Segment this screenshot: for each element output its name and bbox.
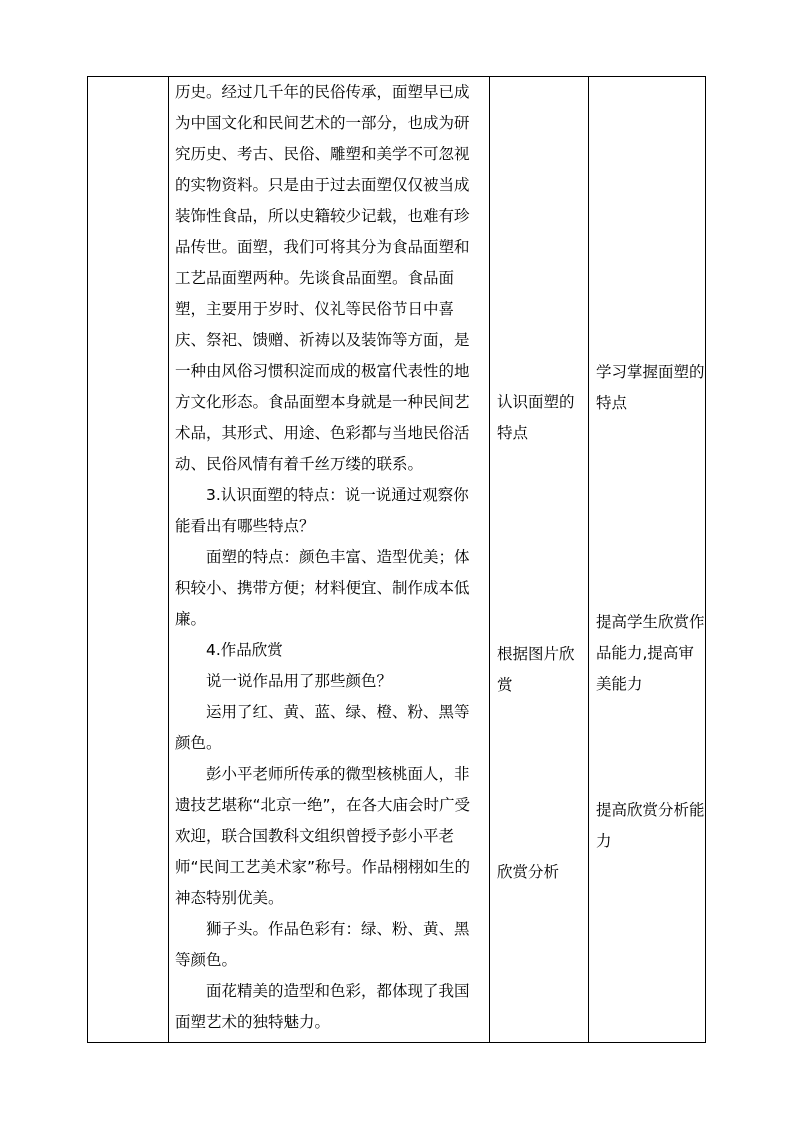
content-paragraph: 面花精美的造型和色彩，都体现了我国面塑艺术的独特魅力。: [175, 982, 470, 1031]
content-paragraph: 运用了红、黄、蓝、绿、橙、粉、黑等颜色。: [175, 703, 470, 752]
column-divider: [489, 77, 490, 1042]
content-paragraph: 狮子头。作品色彩有：绿、粉、黄、黑等颜色。: [175, 920, 470, 969]
content-paragraph: 3.认识面塑的特点：说一说通过观察你能看出有哪些特点？: [175, 486, 469, 535]
student-activity-text: 根据图片欣赏: [497, 645, 575, 694]
column-divider: [168, 77, 169, 1042]
content-paragraph: 4.作品欣赏: [206, 641, 283, 659]
content-paragraph: 历史。经过几千年的民俗传承，面塑早已成为中国文化和民间艺术的一部分，也成为研究历史、考古、民俗、雕塑和美学不可忽视的实物资料。只是由于过去面塑仅仅被当成装饰性食品，所以史籍较少记载，也难有珍品传世。面塑，我们可将其分为食品面塑和工艺品面塑两种。先谈食品面塑。食品面塑，主要用于岁时、仪礼等民俗节日中喜庆、祭祀、馈赠、祈祷以及装饰等方面，是一种由风俗习惯积淀而成的极富代表性的地方文化形态。食品面塑本身就是一种民间艺术品，其形式、用途、色彩都与当地民俗活动、民俗风情有着千丝万缕的联系。: [175, 83, 470, 473]
student-activity-text: 欣赏分析: [497, 863, 560, 881]
design-intent-text: 提高欣赏分析能力: [596, 801, 705, 850]
content-paragraph: 说一说作品用了那些颜色？: [206, 672, 393, 690]
content-paragraph: 彭小平老师所传承的微型核桃面人，非遗技艺堪称“北京一绝”，在各大庙会时广受欢迎，联合国教科文组织曾授予彭小平老师“民间工艺美术家”称号。作品栩栩如生的神态特别优美。: [175, 765, 471, 907]
teaching-content-cell: [175, 77, 483, 1038]
column-divider: [588, 77, 589, 1042]
design-intent-text: 提高学生欣赏作品能力,提高审美能力: [596, 613, 705, 693]
content-paragraph: 面塑的特点：颜色丰富、造型优美；体积较小、携带方便；材料便宜、制作成本低廉。: [175, 548, 470, 628]
lesson-table: [87, 76, 706, 1043]
student-activity-text: 认识面塑的特点: [497, 393, 575, 442]
design-intent-text: 学习掌握面塑的特点: [596, 363, 705, 412]
